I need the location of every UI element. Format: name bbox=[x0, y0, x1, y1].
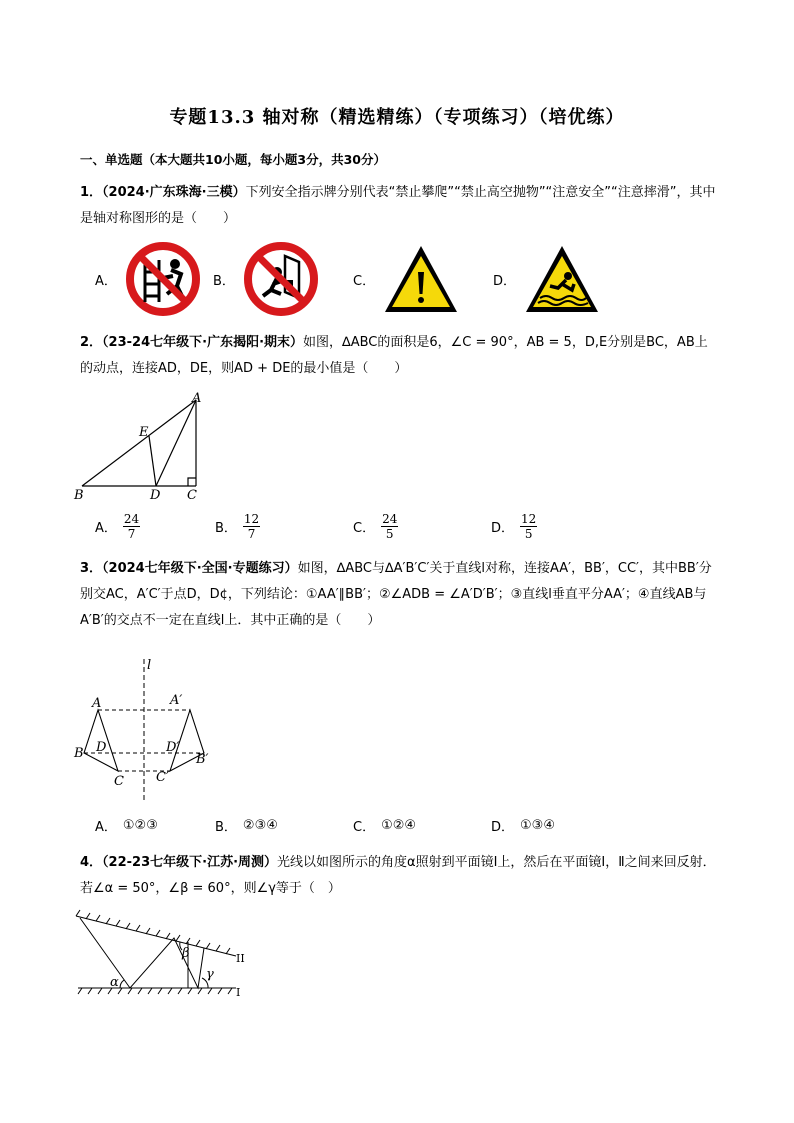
vertex-label-b-prime: B′ bbox=[196, 752, 209, 767]
point-label-d-prime: D′ bbox=[166, 740, 180, 755]
q1-options bbox=[80, 240, 720, 320]
q1-option-b[interactable] bbox=[213, 240, 321, 318]
vertex-label-e: E bbox=[139, 425, 149, 440]
q1-option-c[interactable] bbox=[353, 240, 461, 318]
denominator: 5 bbox=[385, 527, 394, 541]
option-text: ①②④ bbox=[381, 818, 417, 833]
option-label: C． bbox=[353, 820, 376, 835]
q2-option-b[interactable] bbox=[215, 512, 260, 541]
no-throwing-sign-icon bbox=[241, 240, 321, 318]
q2-options bbox=[80, 512, 720, 552]
question-number: 4． bbox=[80, 855, 103, 870]
vertex-label-a-prime: A′ bbox=[170, 693, 183, 708]
line-label-l: l bbox=[147, 658, 152, 673]
mirror-label-i: I bbox=[236, 986, 241, 999]
angle-label-alpha: α bbox=[110, 975, 119, 990]
question-source: （2024七年级下·全国·专题练习） bbox=[102, 561, 298, 576]
numerator: 12 bbox=[243, 512, 260, 526]
option-label: C． bbox=[353, 273, 376, 289]
numerator: 12 bbox=[521, 512, 537, 526]
question-number: 2． bbox=[80, 335, 103, 350]
slippery-sign-icon bbox=[522, 240, 602, 318]
option-label: C． bbox=[353, 521, 376, 536]
option-text: ①②③ bbox=[122, 818, 158, 833]
denominator: 7 bbox=[127, 527, 136, 541]
vertex-label-c: C bbox=[187, 488, 197, 503]
angle-label-beta: β bbox=[182, 946, 190, 961]
q2-option-c[interactable] bbox=[353, 512, 398, 541]
question-source: （2024·广东珠海·三模） bbox=[102, 185, 246, 200]
caution-sign-icon bbox=[381, 240, 461, 318]
option-label: A． bbox=[95, 273, 117, 289]
q2-option-a[interactable] bbox=[95, 512, 140, 541]
q2-triangle-figure bbox=[70, 388, 220, 503]
question-text: 下列安全指示牌分别代表“禁止攀爬”“禁止高空抛物”“注意安全”“注意摔滑”，其中是轴对称图形的是（ ） bbox=[80, 185, 716, 226]
vertex-label-d: D bbox=[150, 488, 161, 503]
question-1 bbox=[80, 180, 720, 232]
question-text: 光线以如图所示的角度α照射到平面镜Ⅰ上，然后在平面镜Ⅰ，Ⅱ之间来回反射．若∠α = 50°，∠β = 60°，则∠γ等于（ ） bbox=[80, 855, 716, 896]
option-label: A． bbox=[95, 521, 117, 536]
vertex-label-b: B bbox=[74, 488, 84, 503]
question-4 bbox=[80, 850, 720, 902]
vertex-label-c: C bbox=[114, 774, 124, 789]
vertex-label-a: A bbox=[192, 391, 202, 406]
fraction bbox=[520, 512, 537, 541]
q1-option-a[interactable] bbox=[95, 240, 203, 318]
q3-option-b[interactable] bbox=[215, 816, 278, 835]
question-text: 如图，∆ABC的面积是6，∠C = 90°，AB = 5，D,E分别是BC，AB上的动点，连接AD，DE，则AD + DE的最小值是（ ） bbox=[80, 335, 708, 376]
option-label: D． bbox=[491, 521, 515, 536]
q3-symmetry-figure bbox=[70, 655, 220, 803]
option-text: ②③④ bbox=[242, 818, 278, 833]
option-label: B． bbox=[215, 820, 237, 835]
question-number: 1． bbox=[80, 185, 103, 200]
fraction bbox=[243, 512, 260, 541]
q4-mirror-figure bbox=[70, 906, 260, 1002]
numerator: 24 bbox=[382, 512, 398, 526]
question-source: （23-24七年级下·广东揭阳·期末） bbox=[102, 335, 304, 350]
option-label: D． bbox=[491, 820, 515, 835]
option-label: D． bbox=[493, 273, 517, 289]
section-heading: 一、单选题（本大题共10小题，每小题3分，共30分） bbox=[80, 152, 386, 167]
angle-label-gamma: γ bbox=[206, 967, 214, 982]
question-number: 3． bbox=[80, 561, 103, 576]
option-text: ①③④ bbox=[520, 818, 555, 833]
option-label: B． bbox=[213, 273, 235, 289]
question-2 bbox=[80, 330, 720, 382]
question-3 bbox=[80, 556, 720, 634]
page-title: 专题13.3 轴对称（精选精练）（专项练习）（培优练） bbox=[169, 107, 625, 128]
fraction bbox=[123, 512, 140, 541]
vertex-label-b: B bbox=[74, 746, 84, 761]
question-text: 如图，∆ABC与∆A′B′C′关于直线l对称，连接AA′，BB′，CC′，其中BB′分别交AC，A′C′于点D，D¢，下列结论：①AA′∥BB′；②∠ADB = ∠A′D′B′；③直线l垂直平分AA′；④直线AB与A′B′的交点不一定在直线l上．其中正确的是（ ） bbox=[80, 561, 712, 628]
question-source: （22-23七年级下·江苏·周测） bbox=[102, 855, 278, 870]
vertex-label-c-prime: C′ bbox=[156, 770, 169, 785]
denominator: 5 bbox=[524, 527, 533, 541]
fraction bbox=[381, 512, 398, 541]
q3-option-c[interactable] bbox=[353, 816, 416, 835]
denominator: 7 bbox=[247, 527, 256, 541]
option-label: A． bbox=[95, 820, 117, 835]
option-label: B． bbox=[215, 521, 237, 536]
q1-option-d[interactable] bbox=[493, 240, 602, 318]
mirror-label-ii: II bbox=[236, 952, 245, 965]
q3-option-d[interactable] bbox=[491, 816, 555, 835]
q2-option-d[interactable] bbox=[491, 512, 537, 541]
numerator: 24 bbox=[123, 512, 140, 526]
point-label-d: D bbox=[96, 740, 107, 755]
no-climbing-sign-icon bbox=[123, 240, 203, 318]
q3-option-a[interactable] bbox=[95, 816, 158, 835]
vertex-label-a: A bbox=[92, 696, 102, 711]
